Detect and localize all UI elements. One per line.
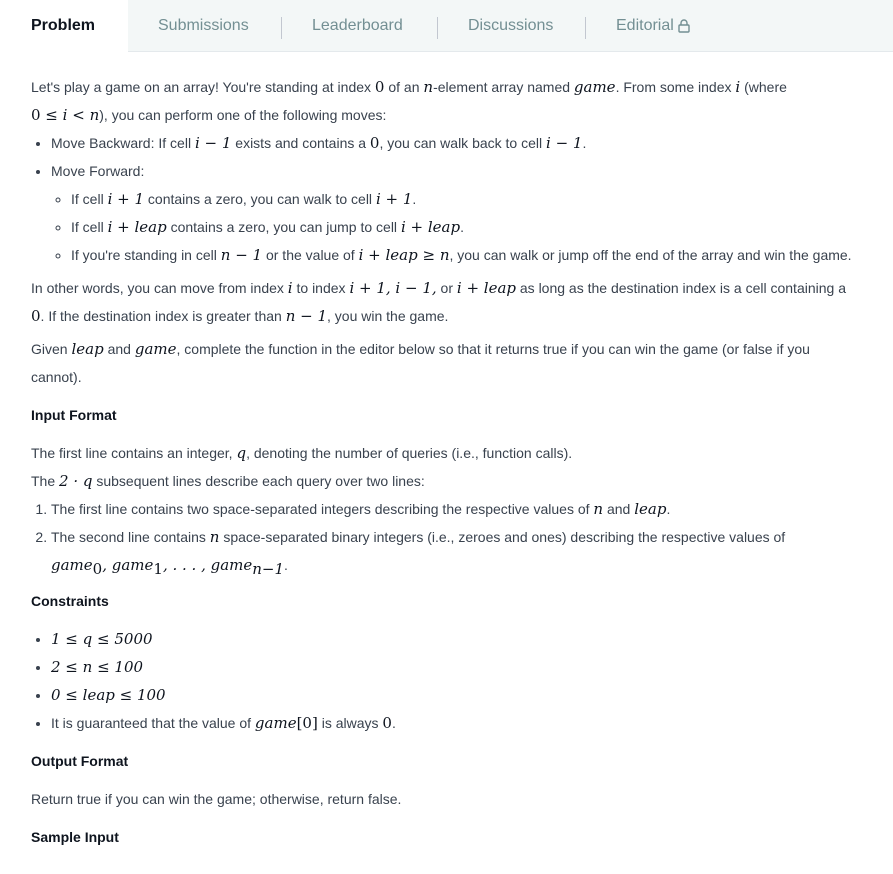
- math: n: [209, 528, 220, 546]
- text: .: [460, 219, 464, 235]
- math: , game: [102, 556, 154, 574]
- math: [0]: [296, 713, 318, 732]
- lock-icon: [678, 19, 690, 33]
- text: space-separated binary integers (i.e., zeroes and ones) describing the respective values of: [219, 529, 786, 545]
- output-format-text: Return true if you can win the game; otherwise, return false.: [31, 790, 402, 807]
- text: . From some index: [615, 79, 736, 95]
- math: game: [573, 78, 616, 96]
- text: Move Forward:: [51, 163, 145, 179]
- math: leap: [634, 500, 667, 518]
- text: .: [582, 135, 587, 151]
- text: Move Backward: If cell: [51, 135, 195, 151]
- text: It is guaranteed that the value of: [51, 714, 255, 731]
- math: n: [423, 78, 434, 96]
- given-paragraph: [31, 335, 862, 391]
- math: 0 ≤ i < n: [31, 106, 100, 124]
- text: If cell: [71, 191, 108, 207]
- other-words-paragraph: [31, 274, 862, 330]
- text: . If the destination index is greater than: [40, 308, 286, 324]
- math: i + leap: [107, 218, 167, 236]
- math: i + 1: [107, 190, 145, 208]
- problem-tabs: [0, 0, 893, 52]
- tab-discussions-label: Discussions: [468, 16, 554, 34]
- text: or: [436, 280, 457, 296]
- text: , you can walk or jump off the end of the array and win the game.: [449, 247, 852, 263]
- math: 0: [31, 307, 41, 325]
- math: n: [593, 500, 604, 518]
- forward-sublist: [51, 185, 862, 269]
- tab-submissions-label: Submissions: [158, 16, 249, 34]
- tab-editorial[interactable]: [586, 0, 736, 51]
- text: and: [103, 341, 135, 357]
- math: i − 1: [194, 134, 232, 152]
- text: .: [391, 714, 396, 731]
- list-item: [51, 681, 862, 709]
- math: n − 1: [220, 246, 263, 264]
- list-item: [51, 625, 862, 653]
- text: If cell: [71, 219, 108, 235]
- math: 0: [369, 134, 380, 152]
- math: , . . . , game: [162, 556, 253, 574]
- tab-editorial-label: Editorial: [616, 16, 674, 34]
- input-line2: [31, 467, 862, 495]
- text: If you're standing in cell: [71, 247, 221, 263]
- math: i: [287, 279, 293, 297]
- text: Given: [31, 341, 72, 357]
- math: leap: [71, 340, 104, 358]
- tab-submissions[interactable]: [128, 0, 282, 51]
- math: 1 ≤ q ≤ 5000: [51, 629, 153, 648]
- math: q: [236, 444, 247, 462]
- intro-paragraph: [31, 73, 862, 129]
- list-item: [71, 185, 862, 213]
- constraints-heading: Constraints: [31, 592, 109, 609]
- input-list: [31, 495, 862, 583]
- input-format-heading: Input Format: [31, 407, 117, 423]
- math: 0 ≤ leap ≤ 100: [51, 685, 166, 704]
- math: 0: [374, 78, 385, 96]
- math: i + 1, i − 1,: [349, 279, 437, 297]
- math: i + leap: [456, 279, 516, 297]
- text: as long as the destination index is a cell containing a: [516, 280, 846, 296]
- math: 2 ≤ n ≤ 100: [51, 657, 144, 676]
- math: game: [134, 340, 177, 358]
- math: 2 · q: [59, 472, 93, 490]
- text: contains a zero, you can jump to cell: [166, 219, 401, 235]
- text: The second line contains: [51, 529, 210, 545]
- math: game: [51, 556, 93, 574]
- text: to index: [292, 280, 350, 296]
- math-subscript: 1: [153, 559, 163, 578]
- list-item: [51, 129, 862, 157]
- output-format-heading: Output Format: [31, 752, 129, 769]
- tab-problem[interactable]: [0, 0, 128, 52]
- text: , you can walk back to cell: [379, 135, 546, 151]
- text: or the value of: [262, 247, 359, 263]
- math: i: [735, 78, 741, 96]
- text: The first line contains an integer,: [31, 445, 237, 461]
- text: The: [31, 473, 60, 489]
- math-subscript: 0: [92, 559, 103, 578]
- math: i + leap: [400, 218, 461, 236]
- text: subsequent lines describe each query over two lines:: [92, 473, 425, 489]
- text: and: [603, 501, 635, 517]
- text: .: [284, 557, 288, 573]
- math: game: [254, 713, 297, 732]
- text: -element array named: [433, 79, 574, 95]
- list-item: [71, 213, 862, 241]
- math: n − 1: [285, 307, 328, 325]
- text: , you win the game.: [327, 308, 449, 324]
- text: contains a zero, you can walk to cell: [144, 191, 376, 207]
- text: .: [666, 501, 671, 517]
- text: The first line contains two space-separated integers describing the respective values of: [51, 501, 594, 517]
- math: 0: [382, 713, 392, 732]
- text: is always: [317, 714, 383, 731]
- sample-input-heading: Sample Input: [31, 828, 119, 845]
- list-item: [51, 653, 862, 681]
- text: (where: [740, 79, 787, 95]
- list-item: [51, 523, 862, 583]
- list-item: [71, 241, 862, 269]
- tab-leaderboard[interactable]: [282, 0, 438, 51]
- moves-list: [31, 129, 862, 269]
- list-item: [51, 157, 862, 269]
- tab-leaderboard-label: Leaderboard: [312, 16, 403, 34]
- problem-statement: [0, 73, 893, 851]
- math-subscript: n−1: [252, 559, 285, 578]
- input-line1: [31, 439, 862, 467]
- list-item: [51, 709, 862, 737]
- tab-discussions[interactable]: [438, 0, 586, 51]
- text: .: [412, 191, 417, 207]
- text: , complete the function in the editor below so that it returns true if you can win the game (or false if you cannot).: [31, 341, 810, 385]
- text: ), you can perform one of the following moves:: [99, 107, 387, 123]
- math: i + 1: [375, 190, 413, 208]
- text: of an: [384, 79, 424, 95]
- text: , denoting the number of queries (i.e., function calls).: [246, 445, 573, 461]
- text: In other words, you can move from index: [31, 280, 288, 296]
- math: i + leap ≥ n: [358, 246, 450, 264]
- constraints-list: [31, 625, 862, 737]
- tab-problem-label: Problem: [31, 16, 96, 34]
- list-item: [51, 495, 862, 523]
- math: i − 1: [546, 134, 583, 152]
- text: Let's play a game on an array! You're standing at index: [31, 79, 375, 95]
- text: exists and contains a: [231, 135, 370, 151]
